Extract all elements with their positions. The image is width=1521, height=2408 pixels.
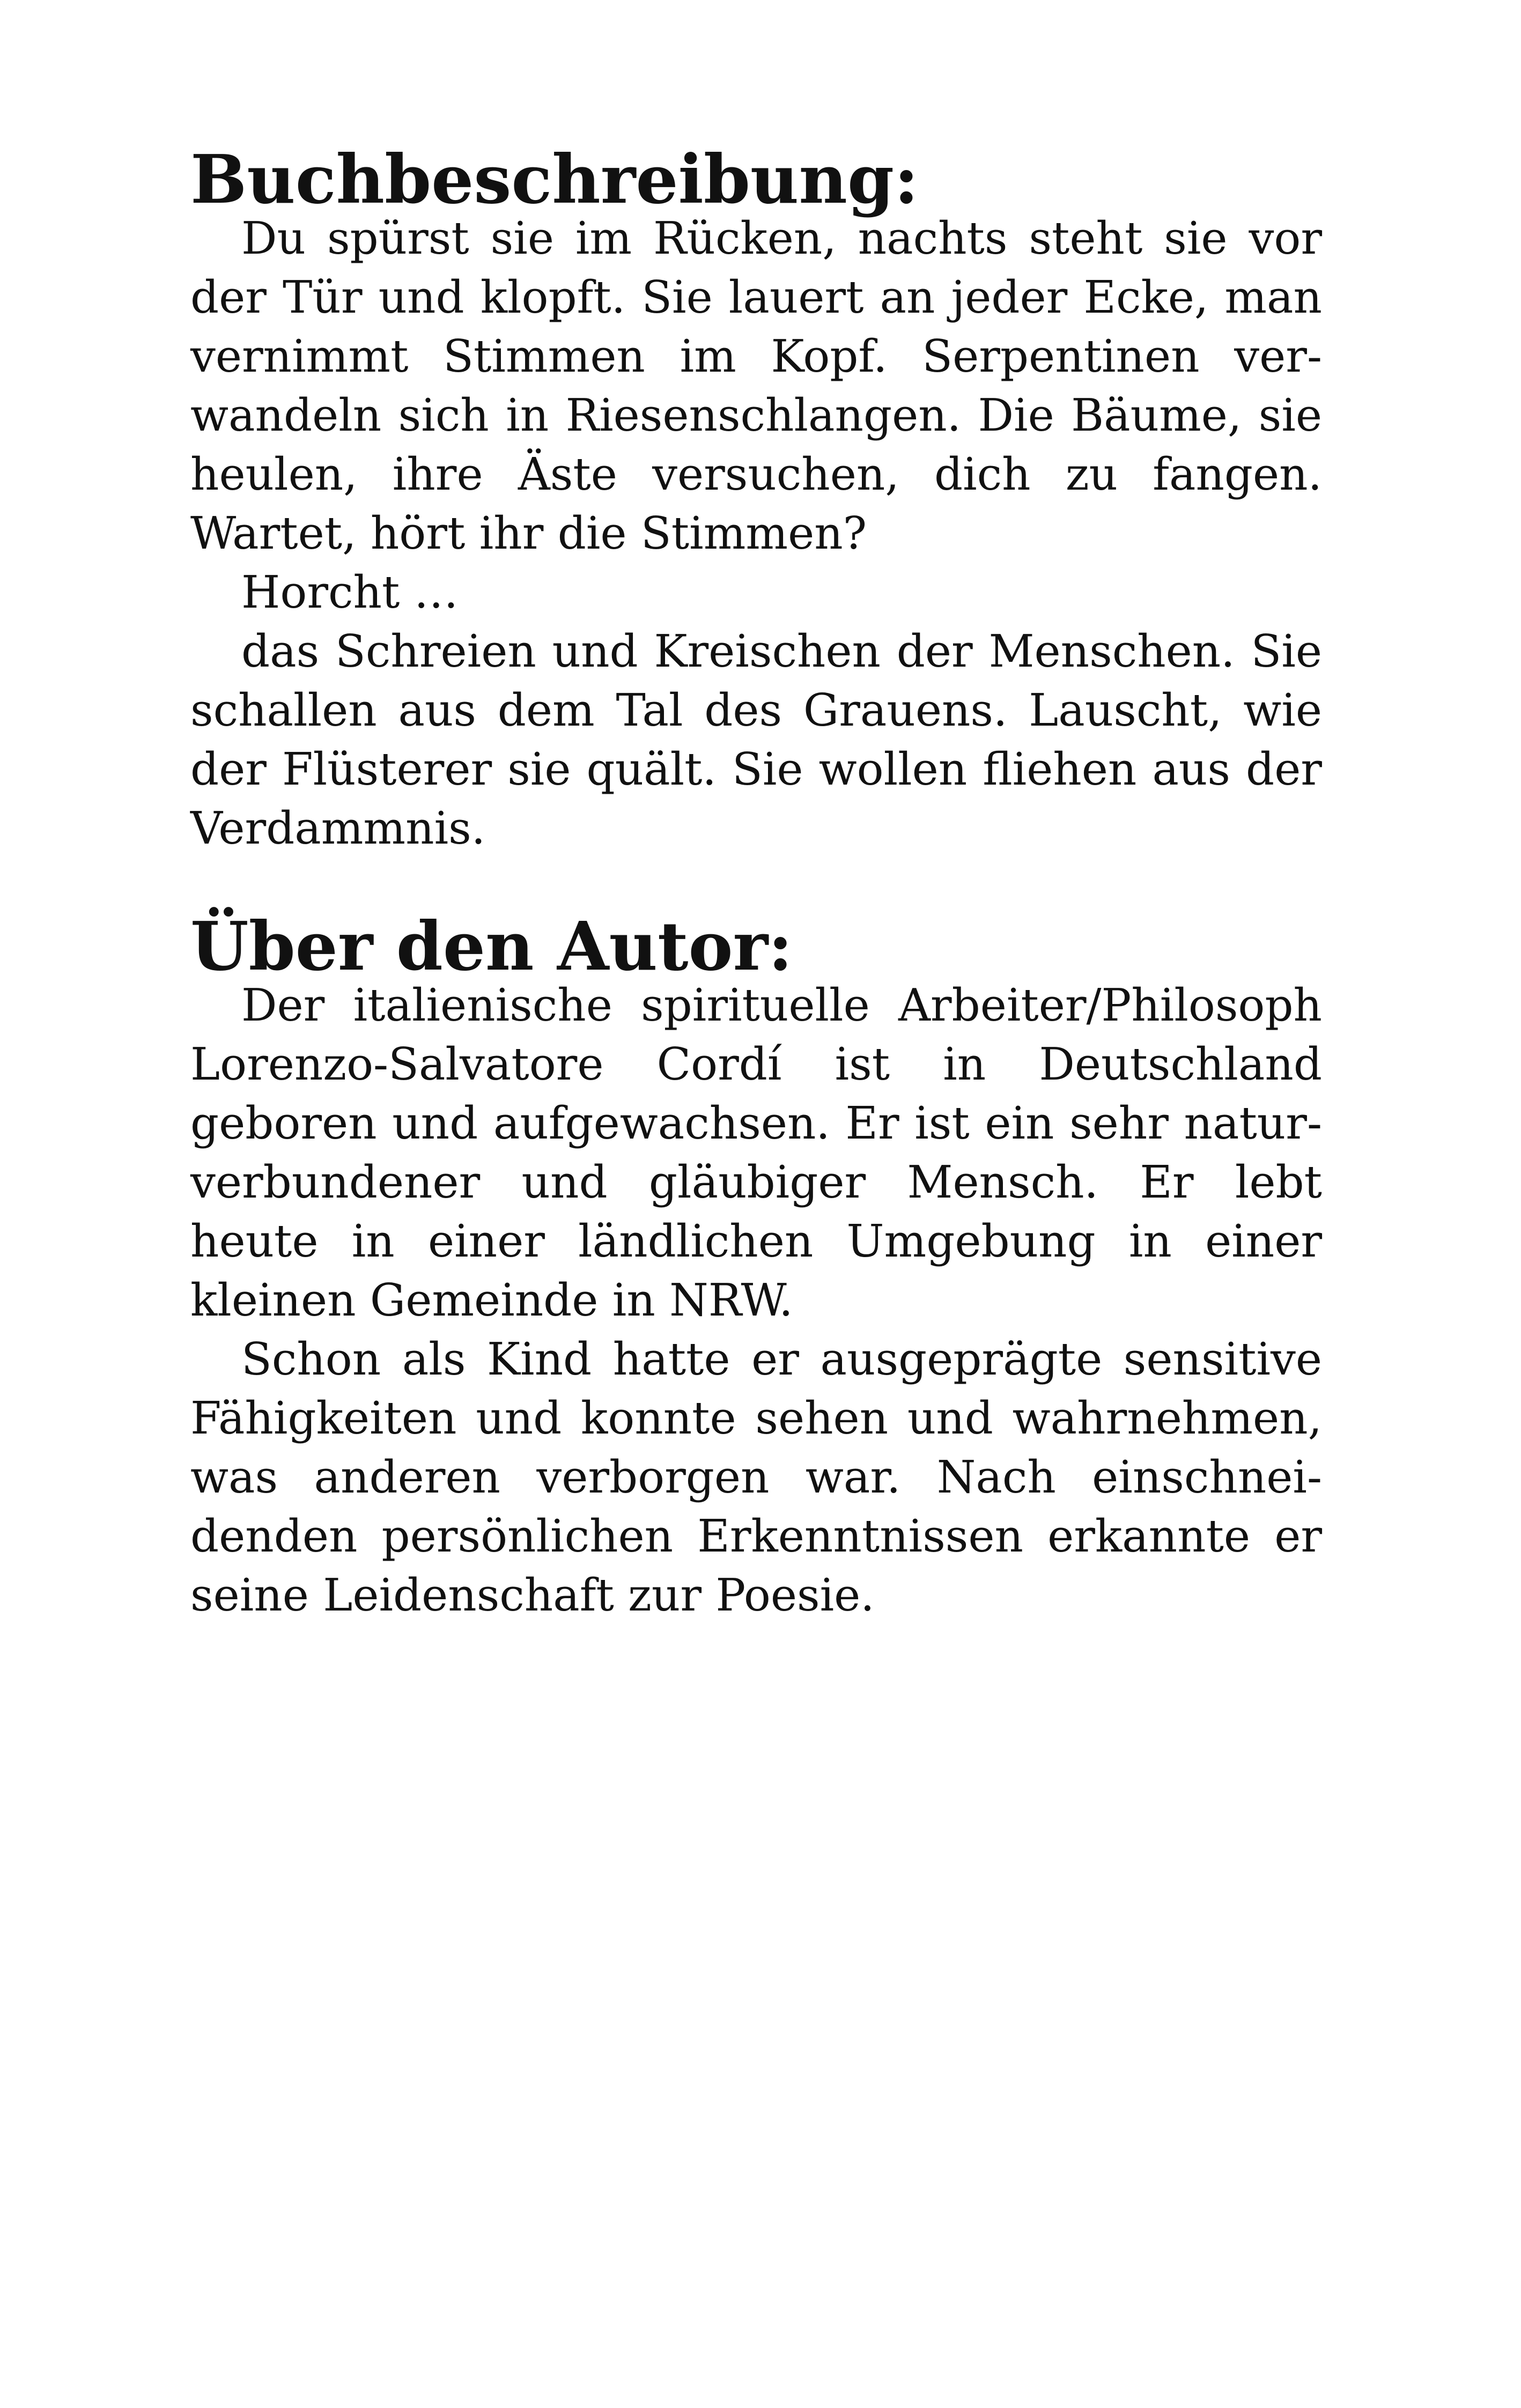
book-description-heading: Buchbeschreibung: xyxy=(190,141,919,219)
book-description-paragraph: Horcht … xyxy=(241,566,459,618)
about-author-section xyxy=(190,907,1322,1625)
book-description-paragraph: das Schreien und Kreischen der Menschen. Sie schallen aus dem Tal des Grauens. Lauscht, wie der Flüsterer sie quält. Sie wollen fliehen aus der Verdammnis. xyxy=(190,625,1322,854)
about-author-paragraph: Der italienische spirituelle Arbeiter/Philosoph Lorenzo-Salvatore Cordí ist in Deutschland geboren und aufgewachsen. Er ist ein sehr naturverbundener und gläubiger Mensch. Er lebt heute in einer ländlichen Umgebung in einer kleinen Gemeinde in NRW. xyxy=(190,979,1322,1326)
about-author-paragraph: Schon als Kind hatte er ausgeprägte sensitive Fähigkeiten und konnte sehen und wahrnehmen, was anderen verborgen war. Nach einschneidenden persönlichen Erkenntnissen erkannte er seine Leidenschaft zur Poesie. xyxy=(190,1333,1322,1621)
book-description-paragraph: Du spürst sie im Rücken, nachts steht sie vor der Tür und klopft. Sie lauert an jeder Ecke, man vernimmt Stimmen im Kopf. Serpentinen verwandeln sich in Riesenschlangen. Die Bäume, sie heulen, ihre Äste versuchen, dich zu fangen. Wartet, hört ihr die Stimmen? xyxy=(190,212,1322,559)
page-content xyxy=(190,141,1322,1625)
about-author-heading: Über den Autor: xyxy=(190,907,793,986)
book-description-section xyxy=(190,141,1322,858)
